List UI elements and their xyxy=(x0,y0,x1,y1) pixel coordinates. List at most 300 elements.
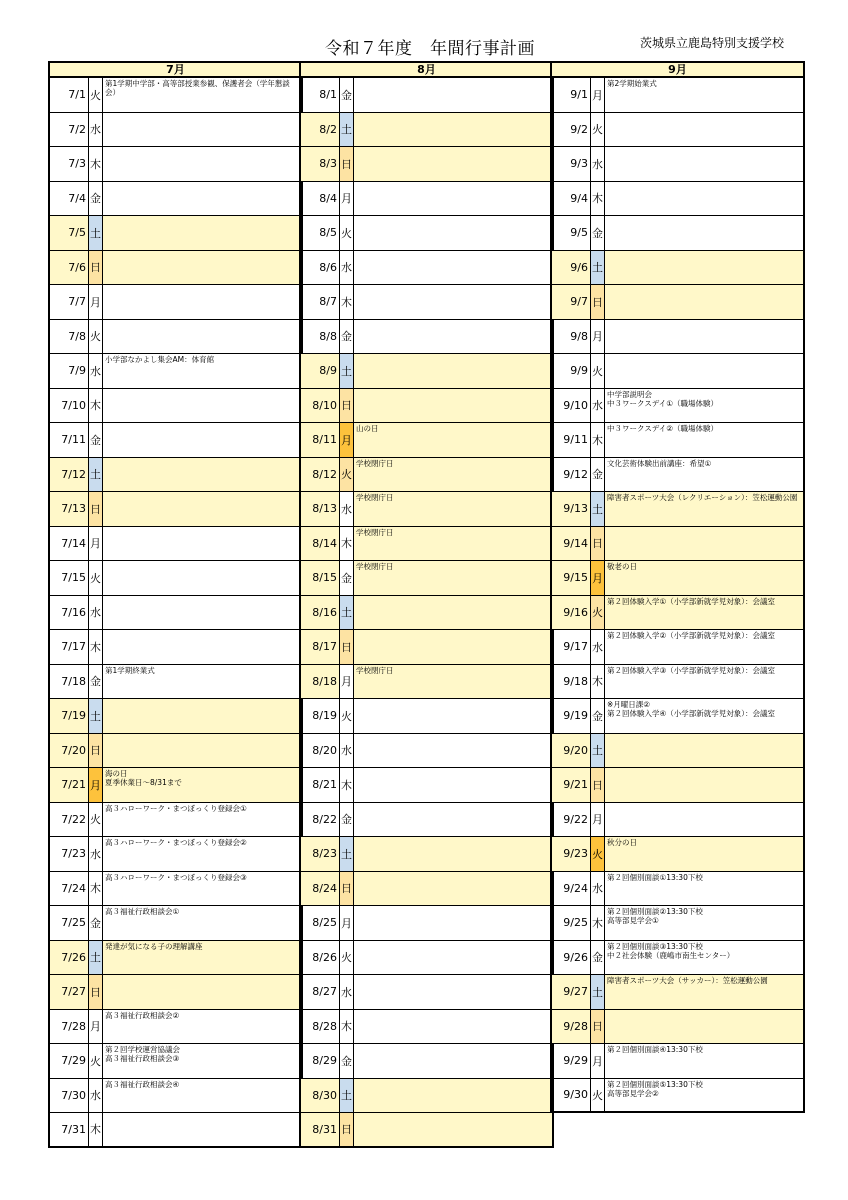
day-row xyxy=(301,78,552,113)
day-row xyxy=(301,1113,552,1148)
day-weekday: 土 xyxy=(339,596,354,630)
day-date: 7/20 xyxy=(50,734,88,768)
day-row xyxy=(301,837,552,872)
day-event xyxy=(354,872,552,906)
day-weekday: 日 xyxy=(590,768,605,802)
day-weekday: 日 xyxy=(590,527,605,561)
day-event xyxy=(605,320,803,354)
day-weekday: 水 xyxy=(339,492,354,526)
day-date: 7/18 xyxy=(61,674,86,688)
month-column xyxy=(299,61,554,1148)
day-event xyxy=(103,113,301,147)
day-weekday: 金 xyxy=(590,216,605,250)
day-event: 山の日 xyxy=(354,423,552,457)
day-weekday: 水 xyxy=(339,975,354,1009)
day-row xyxy=(301,458,552,493)
day-weekday: 日 xyxy=(88,975,103,1009)
day-date: 9/1 xyxy=(570,88,588,102)
day-row xyxy=(50,285,301,320)
day-row xyxy=(552,630,803,665)
day-event xyxy=(354,803,552,837)
day-event: 学校閉庁日 xyxy=(354,527,552,561)
day-row xyxy=(301,182,552,217)
day-event: ※月曜日課② 第２回体験入学④（小学部新就学児対象）：会議室 xyxy=(607,700,775,718)
day-weekday: 火 xyxy=(590,354,605,388)
day-weekday: 金 xyxy=(88,906,103,940)
day-row xyxy=(50,906,301,941)
day-row xyxy=(552,113,803,148)
day-date: 9/2 xyxy=(570,122,588,136)
day-event: 第２回学校運営協議会 高３福祉行政相談会③ xyxy=(105,1045,180,1063)
day-weekday: 月 xyxy=(590,320,605,354)
day-weekday: 火 xyxy=(88,561,103,595)
day-row xyxy=(50,837,301,872)
day-event xyxy=(605,147,803,181)
day-event: 第1学期終業式 xyxy=(105,665,155,675)
day-date: 8/12 xyxy=(301,458,339,492)
day-event xyxy=(103,389,301,423)
day-weekday: 月 xyxy=(339,423,354,457)
day-weekday: 月 xyxy=(88,768,103,802)
day-weekday: 木 xyxy=(339,768,354,802)
day-event xyxy=(103,285,301,319)
day-date: 9/24 xyxy=(563,881,588,895)
day-date: 8/17 xyxy=(301,630,339,664)
day-event xyxy=(354,837,552,871)
day-event xyxy=(103,492,301,526)
day-event: 海の日 夏季休業日～8/31まで xyxy=(103,768,301,802)
day-event xyxy=(354,147,552,181)
day-row xyxy=(301,1044,552,1079)
day-row xyxy=(50,941,301,976)
day-event xyxy=(103,699,301,733)
day-weekday: 金 xyxy=(88,665,103,699)
day-row xyxy=(301,389,552,424)
day-weekday: 火 xyxy=(590,1079,605,1112)
day-date: 8/11 xyxy=(301,423,339,457)
day-weekday: 火 xyxy=(590,596,605,630)
day-date: 9/22 xyxy=(563,812,588,826)
day-weekday: 木 xyxy=(88,630,103,664)
day-date: 7/29 xyxy=(61,1054,86,1068)
day-row xyxy=(50,527,301,562)
day-event: 文化芸術体験出前講座：希望① xyxy=(607,458,712,468)
day-event xyxy=(103,561,301,595)
day-row xyxy=(301,320,552,355)
day-row xyxy=(552,492,803,527)
day-row xyxy=(552,527,803,562)
day-event: 第２回個別面談②13:30下校 高等部見学会① xyxy=(607,907,703,925)
day-weekday: 水 xyxy=(590,630,605,664)
day-row xyxy=(50,1010,301,1045)
day-row xyxy=(552,941,803,976)
month-column xyxy=(48,61,303,1148)
school-name: 茨城県立鹿島特別支援学校 xyxy=(640,36,785,50)
day-event xyxy=(103,423,301,457)
day-date: 9/28 xyxy=(552,1010,590,1044)
day-date: 8/27 xyxy=(312,985,337,999)
day-date: 7/7 xyxy=(68,295,86,309)
day-date: 7/4 xyxy=(68,191,86,205)
day-date: 8/3 xyxy=(301,147,339,181)
day-date: 8/5 xyxy=(319,226,337,240)
day-weekday: 土 xyxy=(339,113,354,147)
day-weekday: 月 xyxy=(590,803,605,837)
day-date: 7/1 xyxy=(68,88,86,102)
day-row xyxy=(301,216,552,251)
day-row xyxy=(552,665,803,700)
day-row xyxy=(50,1079,301,1114)
month-header: 8月 xyxy=(301,63,552,78)
day-date: 7/2 xyxy=(68,122,86,136)
day-weekday: 土 xyxy=(88,458,103,492)
day-row xyxy=(552,872,803,907)
day-event: 第２回個別面談⑤13:30下校 高等部見学会② xyxy=(607,1079,703,1098)
day-date: 7/16 xyxy=(61,605,86,619)
page-title: 令和７年度 年間行事計画 xyxy=(325,39,535,59)
day-weekday: 水 xyxy=(88,596,103,630)
day-row xyxy=(552,1079,803,1114)
day-date: 7/15 xyxy=(61,571,86,585)
day-weekday: 日 xyxy=(88,492,103,526)
day-weekday: 火 xyxy=(339,458,354,492)
day-date: 8/16 xyxy=(301,596,339,630)
day-weekday: 木 xyxy=(88,1113,103,1146)
day-row xyxy=(552,734,803,769)
day-weekday: 月 xyxy=(88,285,103,319)
day-event: 第２回個別面談③13:30下校 中２社会体験（鹿嶋市南生センター） xyxy=(607,941,735,960)
day-date: 9/14 xyxy=(552,527,590,561)
day-date: 7/24 xyxy=(61,881,86,895)
day-weekday: 金 xyxy=(339,1044,354,1078)
day-row xyxy=(301,768,552,803)
day-weekday: 火 xyxy=(88,1044,103,1078)
day-row xyxy=(301,734,552,769)
day-event xyxy=(103,1113,301,1146)
day-event xyxy=(103,630,301,664)
day-event xyxy=(103,596,301,630)
day-weekday: 月 xyxy=(339,182,354,216)
day-weekday: 水 xyxy=(339,251,354,285)
day-weekday: 火 xyxy=(339,216,354,250)
day-weekday: 日 xyxy=(590,285,605,319)
day-event xyxy=(354,320,552,354)
day-date: 9/15 xyxy=(552,561,590,595)
day-event: 秋分の日 xyxy=(605,837,803,871)
day-date: 9/3 xyxy=(570,157,588,171)
day-row xyxy=(301,665,552,700)
day-event: 第２回体験入学①（小学部新就学児対象）：会議室 xyxy=(605,596,803,630)
day-row xyxy=(301,803,552,838)
day-event xyxy=(103,458,301,492)
day-event xyxy=(103,147,301,181)
day-event: 中３ワークスデイ②（職場体験） xyxy=(607,424,718,433)
day-weekday: 月 xyxy=(590,561,605,595)
day-event xyxy=(354,113,552,147)
day-row xyxy=(552,251,803,286)
day-row xyxy=(50,561,301,596)
day-weekday: 土 xyxy=(339,354,354,388)
day-date: 8/9 xyxy=(301,354,339,388)
day-weekday: 火 xyxy=(88,803,103,837)
day-event xyxy=(103,216,301,250)
day-event xyxy=(605,734,803,768)
day-event: 高３ハローワーク・まつぼっくり登録会③ xyxy=(105,872,247,882)
day-row xyxy=(301,285,552,320)
day-weekday: 月 xyxy=(590,1044,605,1078)
day-date: 8/30 xyxy=(301,1079,339,1113)
day-date: 7/30 xyxy=(61,1088,86,1102)
day-row xyxy=(552,1010,803,1045)
day-event: 障害者スポーツ大会（サッカー）：笠松運動公園 xyxy=(605,975,803,1009)
day-event xyxy=(605,251,803,285)
day-weekday: 木 xyxy=(590,182,605,216)
day-weekday: 木 xyxy=(339,527,354,561)
day-event xyxy=(103,975,301,1009)
day-weekday: 火 xyxy=(88,78,103,112)
day-event: 学校閉庁日 xyxy=(354,492,552,526)
day-row xyxy=(552,354,803,389)
day-date: 8/1 xyxy=(319,88,337,102)
day-row xyxy=(50,113,301,148)
day-event xyxy=(354,596,552,630)
day-date: 7/3 xyxy=(68,157,86,171)
day-weekday: 木 xyxy=(88,872,103,906)
day-event: 小学部なかよし集会AM：体育館 xyxy=(105,355,215,364)
day-date: 9/8 xyxy=(570,329,588,343)
day-event: 学校閉庁日 xyxy=(354,665,552,699)
day-event xyxy=(103,527,301,561)
day-row xyxy=(50,596,301,631)
day-event: 高３福祉行政相談会① xyxy=(105,907,180,916)
day-date: 7/17 xyxy=(61,640,86,654)
day-date: 9/17 xyxy=(563,640,588,654)
day-weekday: 月 xyxy=(590,78,605,112)
day-date: 8/22 xyxy=(312,812,337,826)
day-weekday: 土 xyxy=(339,1079,354,1113)
day-event xyxy=(605,216,803,250)
day-event xyxy=(354,734,552,768)
day-date: 7/10 xyxy=(61,398,86,412)
day-weekday: 火 xyxy=(339,941,354,975)
day-row xyxy=(552,216,803,251)
day-date: 8/2 xyxy=(301,113,339,147)
day-row xyxy=(50,975,301,1010)
day-event xyxy=(354,251,552,285)
day-event xyxy=(605,285,803,319)
day-date: 9/30 xyxy=(563,1088,588,1102)
day-weekday: 日 xyxy=(339,1113,354,1146)
day-weekday: 火 xyxy=(88,320,103,354)
day-event xyxy=(354,906,552,940)
day-date: 7/6 xyxy=(50,251,88,285)
day-row xyxy=(301,147,552,182)
day-row xyxy=(301,872,552,907)
day-weekday: 土 xyxy=(590,492,605,526)
day-row xyxy=(50,147,301,182)
day-weekday: 金 xyxy=(88,423,103,457)
day-weekday: 金 xyxy=(339,78,354,112)
day-event: 第2学期始業式 xyxy=(607,79,657,88)
day-date: 8/26 xyxy=(312,950,337,964)
day-date: 8/28 xyxy=(312,1019,337,1033)
day-event: 学校閉庁日 xyxy=(354,458,552,492)
day-date: 9/21 xyxy=(552,768,590,802)
day-weekday: 水 xyxy=(590,872,605,906)
day-event xyxy=(354,1113,552,1146)
day-row xyxy=(552,423,803,458)
day-date: 7/11 xyxy=(61,433,86,447)
day-weekday: 日 xyxy=(339,630,354,664)
day-row xyxy=(50,699,301,734)
day-date: 8/13 xyxy=(301,492,339,526)
day-event xyxy=(354,1010,552,1044)
day-date: 7/27 xyxy=(50,975,88,1009)
month-header: 9月 xyxy=(552,63,803,78)
day-row xyxy=(301,423,552,458)
day-date: 9/23 xyxy=(552,837,590,871)
day-weekday: 日 xyxy=(339,389,354,423)
day-event xyxy=(103,320,301,354)
day-weekday: 水 xyxy=(339,734,354,768)
day-weekday: 金 xyxy=(590,699,605,733)
day-event xyxy=(103,734,301,768)
day-date: 9/18 xyxy=(563,674,588,688)
day-event: 第２回体験入学②（小学部新就学児対象）：会議室 xyxy=(607,631,775,640)
day-row xyxy=(301,561,552,596)
day-weekday: 木 xyxy=(88,147,103,181)
day-weekday: 月 xyxy=(88,527,103,561)
day-date: 7/19 xyxy=(50,699,88,733)
day-row xyxy=(552,1044,803,1079)
day-event: 高３福祉行政相談会④ xyxy=(105,1079,180,1089)
day-date: 9/13 xyxy=(552,492,590,526)
day-row xyxy=(50,492,301,527)
day-event: 高３福祉行政相談会② xyxy=(105,1010,180,1020)
day-event xyxy=(354,216,552,250)
day-row xyxy=(50,389,301,424)
day-weekday: 土 xyxy=(590,251,605,285)
day-date: 9/19 xyxy=(563,709,588,723)
day-date: 9/26 xyxy=(563,950,588,964)
day-date: 8/25 xyxy=(312,916,337,930)
day-row xyxy=(552,78,803,113)
day-weekday: 日 xyxy=(339,147,354,181)
day-event xyxy=(354,1079,552,1113)
day-date: 8/8 xyxy=(319,329,337,343)
day-date: 7/14 xyxy=(61,536,86,550)
day-weekday: 金 xyxy=(590,941,605,975)
day-row xyxy=(50,1044,301,1079)
day-weekday: 金 xyxy=(88,182,103,216)
day-row xyxy=(552,458,803,493)
day-weekday: 土 xyxy=(88,941,103,975)
day-weekday: 金 xyxy=(339,561,354,595)
day-row xyxy=(301,354,552,389)
day-weekday: 水 xyxy=(590,389,605,423)
day-row xyxy=(50,734,301,769)
day-date: 9/7 xyxy=(552,285,590,319)
day-event xyxy=(605,354,803,388)
day-event xyxy=(354,182,552,216)
day-row xyxy=(50,320,301,355)
day-date: 9/20 xyxy=(552,734,590,768)
day-row xyxy=(301,1010,552,1045)
day-weekday: 日 xyxy=(339,872,354,906)
day-weekday: 木 xyxy=(88,389,103,423)
day-date: 8/10 xyxy=(301,389,339,423)
day-event xyxy=(354,768,552,802)
day-date: 8/4 xyxy=(319,191,337,205)
day-row xyxy=(50,354,301,389)
day-date: 8/18 xyxy=(301,665,339,699)
day-event: 第２回個別面談④13:30下校 xyxy=(607,1045,703,1054)
day-weekday: 金 xyxy=(590,458,605,492)
day-date: 8/29 xyxy=(312,1054,337,1068)
day-date: 7/26 xyxy=(50,941,88,975)
day-row xyxy=(552,320,803,355)
day-weekday: 水 xyxy=(88,1079,103,1113)
day-date: 8/14 xyxy=(301,527,339,561)
day-event: 障害者スポーツ大会（レクリエーション）：笠松運動公園 xyxy=(605,492,803,526)
day-weekday: 土 xyxy=(88,699,103,733)
day-row xyxy=(50,665,301,700)
day-weekday: 日 xyxy=(590,1010,605,1044)
day-date: 9/6 xyxy=(552,251,590,285)
day-row xyxy=(552,803,803,838)
day-event xyxy=(354,941,552,975)
day-date: 7/28 xyxy=(61,1019,86,1033)
day-date: 8/24 xyxy=(301,872,339,906)
day-event xyxy=(605,1010,803,1044)
day-event: 学校閉庁日 xyxy=(354,561,552,595)
day-row xyxy=(301,113,552,148)
day-row xyxy=(50,630,301,665)
day-weekday: 月 xyxy=(339,665,354,699)
day-row xyxy=(552,906,803,941)
day-event: 第1学期中学部・高等部授業参観、保護者会（学年懇談会） xyxy=(105,79,290,97)
day-row xyxy=(552,699,803,734)
day-event: 中学部説明会 中３ワークスデイ①（職場体験） xyxy=(607,389,718,408)
day-row xyxy=(50,872,301,907)
day-event: 高３ハローワーク・まつぼっくり登録会① xyxy=(105,803,247,813)
day-row xyxy=(552,285,803,320)
day-weekday: 木 xyxy=(590,423,605,457)
day-date: 9/5 xyxy=(570,226,588,240)
day-date: 7/22 xyxy=(61,812,86,826)
day-row xyxy=(552,147,803,182)
day-date: 9/9 xyxy=(570,364,588,378)
day-weekday: 日 xyxy=(88,251,103,285)
day-date: 9/27 xyxy=(552,975,590,1009)
day-date: 7/12 xyxy=(50,458,88,492)
day-event xyxy=(354,699,552,733)
month-column xyxy=(550,61,805,1113)
day-row xyxy=(552,768,803,803)
day-date: 9/16 xyxy=(552,596,590,630)
day-date: 9/11 xyxy=(563,433,588,447)
day-row xyxy=(50,216,301,251)
day-weekday: 木 xyxy=(590,906,605,940)
day-date: 8/31 xyxy=(301,1113,339,1146)
day-row xyxy=(301,941,552,976)
day-row xyxy=(301,975,552,1010)
day-row xyxy=(301,596,552,631)
day-row xyxy=(552,975,803,1010)
day-row xyxy=(552,837,803,872)
day-row xyxy=(301,492,552,527)
day-weekday: 木 xyxy=(339,1010,354,1044)
